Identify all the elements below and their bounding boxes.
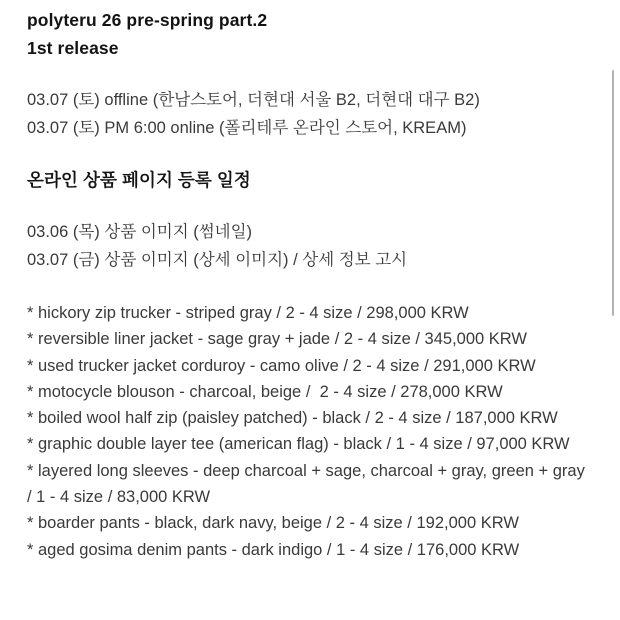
list-item: * aged gosima denim pants - dark indigo / 1 - 4 size / 176,000 KRW [27,540,520,559]
list-item: * graphic double layer tee (american flag) - black / 1 - 4 size / 97,000 KRW [27,435,570,454]
detail-schedule-line: 03.07 (금) 상품 이미지 (상세 이미지) / 상세 정보 고시 [27,251,408,269]
list-item: * hickory zip trucker - striped gray / 2 - 4 size / 298,000 KRW [27,304,469,322]
product-list [27,300,596,563]
section-heading: 온라인 상품 페이지 등록 일정 [27,170,251,190]
document-title: polyteru 26 pre-spring part.2 [27,10,268,30]
document-subtitle: 1st release [27,38,119,58]
list-item: * boarder pants - black, dark navy, beige / 2 - 4 size / 192,000 KRW [27,514,519,533]
list-item: * used trucker jacket corduroy - camo olive / 2 - 4 size / 291,000 KRW [27,356,536,375]
document-header [27,6,596,62]
online-page-section-heading-block [27,166,596,194]
scrollbar-thumb[interactable] [612,70,614,316]
thumbnail-schedule-line: 03.06 (목) 상품 이미지 (썸네일) [27,223,253,241]
list-item: * reversible liner jacket - sage gray + jade / 2 - 4 size / 345,000 KRW [27,330,527,349]
offline-release-line: 03.07 (토) offline (한남스토어, 더현대 서울 B2, 더현대 대구 B2) [27,91,480,109]
list-item: * layered long sleeves - deep charcoal + sage, charcoal + gray, green + gray / 1 - 4 size / 83,000 KRW [27,461,594,507]
list-item: * motocycle blouson - charcoal, beige / 2 - 4 size / 278,000 KRW [27,382,503,401]
online-page-schedule [27,218,596,274]
list-item: * boiled wool half zip (paisley patched) - black / 2 - 4 size / 187,000 KRW [27,409,558,428]
release-schedule [27,86,596,142]
online-release-line: 03.07 (토) PM 6:00 online (폴리테루 온라인 스토어, KREAM) [27,119,467,137]
scrollbar-track [606,0,620,620]
